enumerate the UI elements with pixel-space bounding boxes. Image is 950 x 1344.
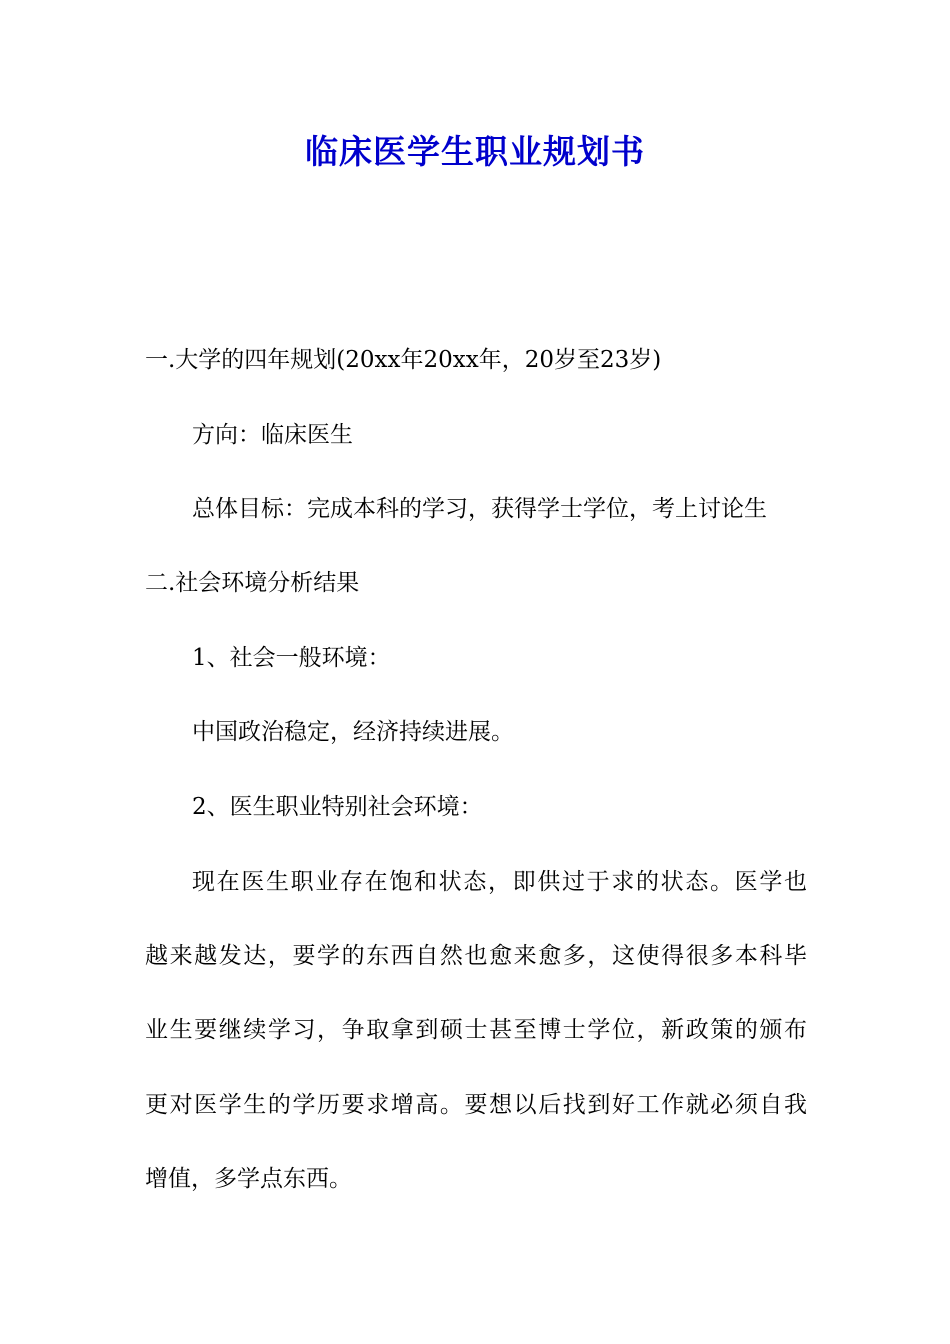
subheading-general-environment: 1、社会一般环境： xyxy=(192,645,391,671)
direction-line: 方向：临床医生 xyxy=(192,422,353,448)
document-title: 临床医学生职业规划书 xyxy=(305,132,645,171)
section-heading-university-plan: 一.大学的四年规划(20xx年20xx年，20岁至23岁) xyxy=(145,347,662,373)
paragraph-line: 业生要继续学习，争取拿到硕士甚至博士学位，新政策的颁布 xyxy=(145,1017,807,1043)
paragraph-line: 越来越发达，要学的东西自然也愈来愈多，这使得很多本科毕 xyxy=(145,943,807,969)
subheading-doctor-environment: 2、医生职业特别社会环境： xyxy=(192,794,483,820)
paragraph-line: 增值，多学点东西。 xyxy=(145,1166,352,1192)
overall-goal-line: 总体目标：完成本科的学习，获得学士学位，考上讨论生 xyxy=(192,496,767,522)
paragraph-line: 现在医生职业存在饱和状态，即供过于求的状态。医学也 xyxy=(192,869,807,895)
paragraph-line: 更对医学生的学历要求增高。要想以后找到好工作就必须自我 xyxy=(145,1092,807,1118)
general-environment-text: 中国政治稳定，经济持续进展。 xyxy=(192,719,514,745)
section-heading-social-environment: 二.社会环境分析结果 xyxy=(145,570,360,596)
